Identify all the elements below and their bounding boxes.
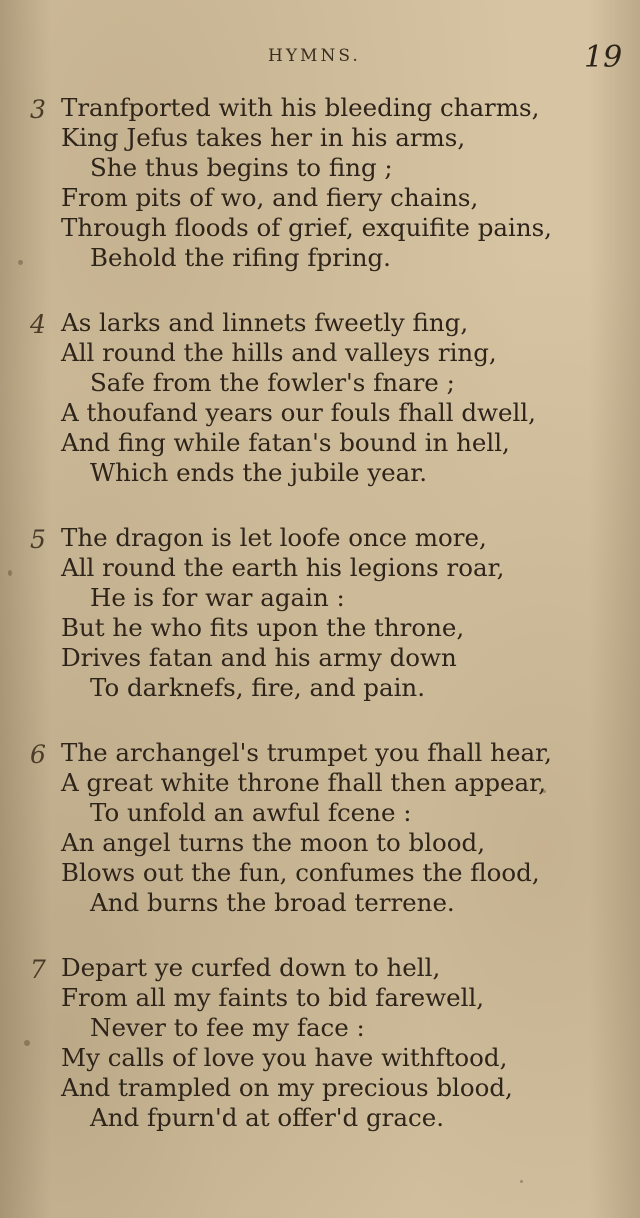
verse-line: And fpurn'd at offer'd grace. — [90, 1103, 444, 1132]
verse-line: A great white throne fhall then appear, — [61, 768, 546, 797]
page-header — [0, 40, 640, 80]
verse-line: From all my faints to bid farewell, — [61, 983, 485, 1012]
verse-line: To darknefs, fire, and pain. — [90, 673, 425, 702]
verse-line: From pits of wo, and fiery chains, — [61, 183, 479, 212]
stanza-number: 5 — [30, 525, 46, 554]
verse-line: The dragon is let loofe once more, — [61, 523, 487, 552]
verse-line: Tranfported with his bleeding charms, — [61, 93, 540, 122]
verse-line: Through floods of grief, exquifite pains, — [61, 213, 552, 242]
running-head: HYMNS. — [268, 46, 361, 66]
verse-line: All round the hills and valleys ring, — [61, 338, 497, 367]
verse-line: But he who fits upon the throne, — [61, 613, 465, 642]
stanza-number: 4 — [30, 310, 46, 339]
stanza-7 — [0, 953, 640, 1133]
verse-line: A thoufand years our fouls fhall dwell, — [61, 398, 536, 427]
verse-line: King Jefus takes her in his arms, — [61, 123, 466, 152]
foxing-spot — [8, 570, 12, 576]
stanza-5 — [0, 523, 640, 703]
stanza-6 — [0, 738, 640, 918]
verse-line: Never to fee my face : — [90, 1013, 365, 1042]
verse-line: She thus begins to fing ; — [90, 153, 393, 182]
verse-line: And fing while fatan's bound in hell, — [61, 428, 510, 457]
verse-line: To unfold an awful fcene : — [90, 798, 412, 827]
stanza-4 — [0, 308, 640, 488]
verse-line: Drives fatan and his army down — [61, 643, 457, 672]
verse-line: As larks and linnets fweetly fing, — [61, 308, 469, 337]
stanza-number: 7 — [30, 955, 46, 984]
verse-line: My calls of love you have withftood, — [61, 1043, 508, 1072]
foxing-spot — [543, 790, 546, 793]
verse-line: Depart ye curfed down to hell, — [61, 953, 441, 982]
verse-line: Safe from the fowler's fnare ; — [90, 368, 455, 397]
verse-line: Blows out the fun, confumes the flood, — [61, 858, 540, 887]
verse-line: And trampled on my precious blood, — [61, 1073, 513, 1102]
verse-line: All round the earth his legions roar, — [61, 553, 505, 582]
stanza-number: 3 — [30, 95, 46, 124]
page-number: 19 — [584, 40, 623, 75]
stanza-number: 6 — [30, 740, 46, 769]
verse-line: The archangel's trumpet you fhall hear, — [61, 738, 552, 767]
foxing-spot — [24, 1040, 30, 1046]
verse-line: And burns the broad terrene. — [90, 888, 455, 917]
foxing-spot — [520, 1180, 523, 1183]
verse-line: Which ends the jubile year. — [90, 458, 428, 487]
foxing-spot — [18, 260, 23, 265]
stanza-3 — [0, 93, 640, 273]
verse-line: He is for war again : — [90, 583, 345, 612]
verse-line: Behold the rifing fpring. — [90, 243, 391, 272]
verse-line: An angel turns the moon to blood, — [61, 828, 486, 857]
